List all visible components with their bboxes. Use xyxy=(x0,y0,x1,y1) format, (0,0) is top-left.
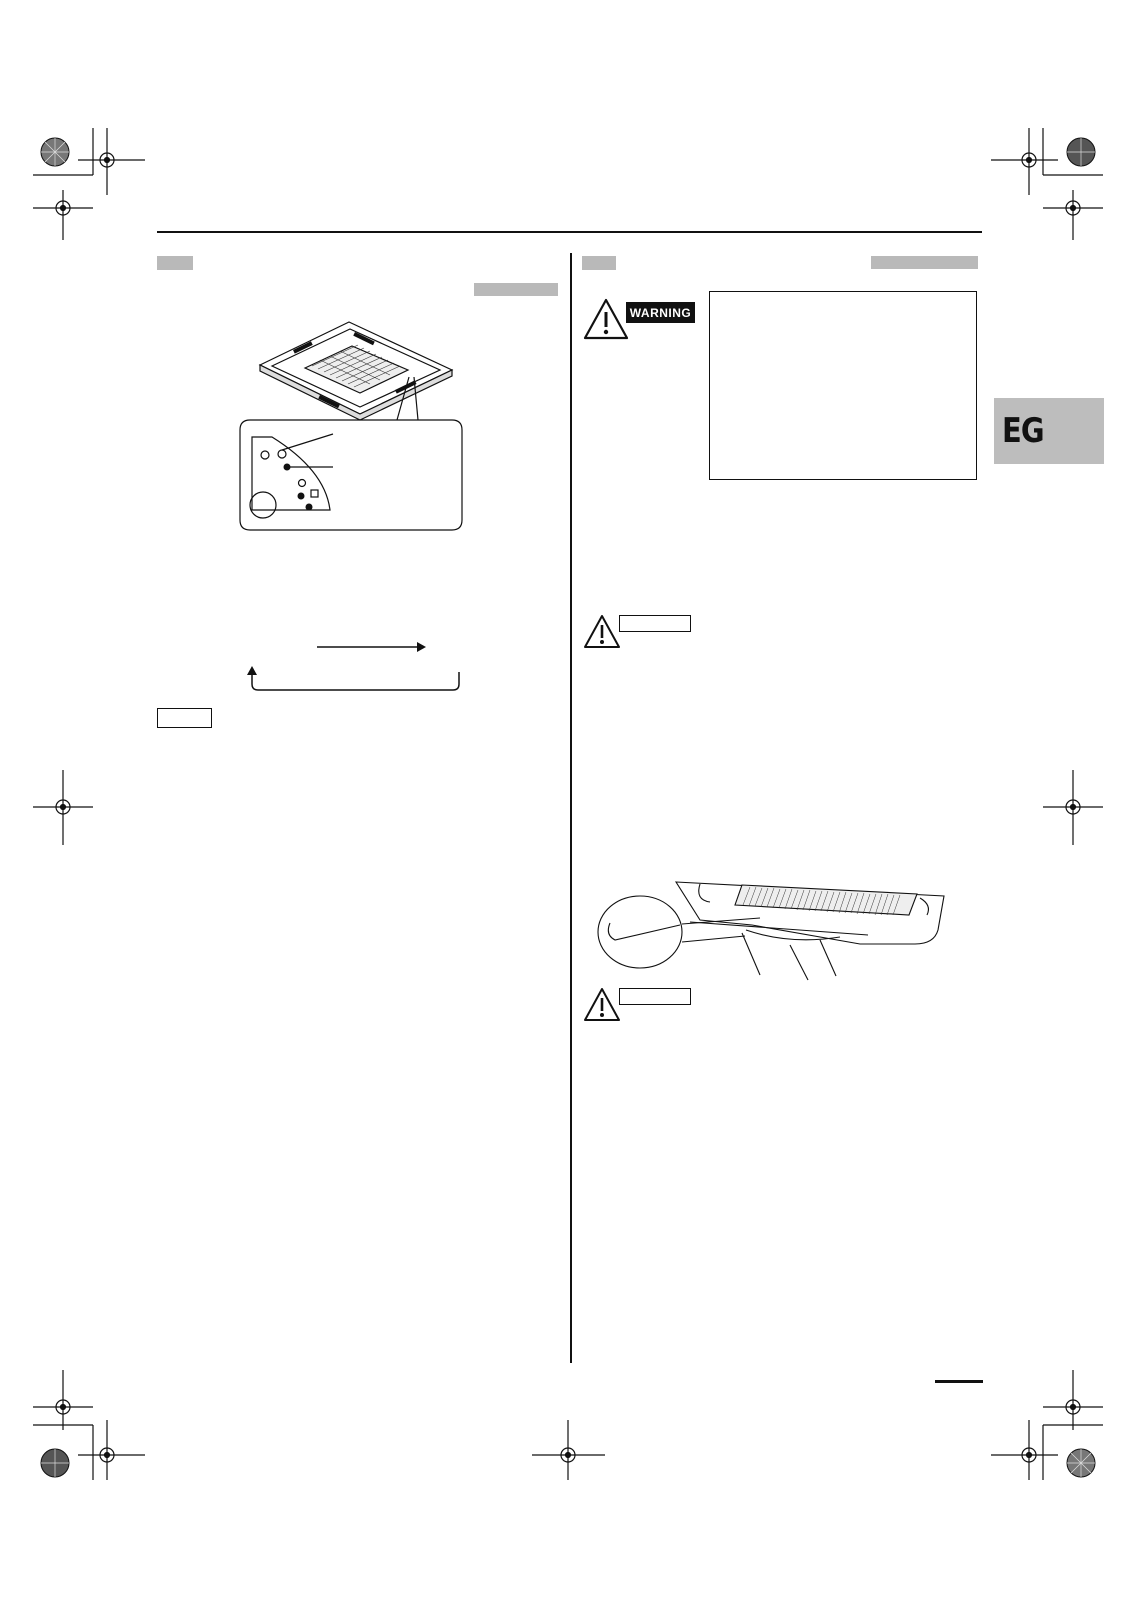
page-number-rule xyxy=(935,1380,983,1383)
warning-label: WARNING xyxy=(626,302,695,323)
language-tab-label: EG xyxy=(1002,411,1044,451)
caution-triangle-icon-2 xyxy=(583,987,621,1022)
caution-label-box-2 xyxy=(619,988,691,1005)
